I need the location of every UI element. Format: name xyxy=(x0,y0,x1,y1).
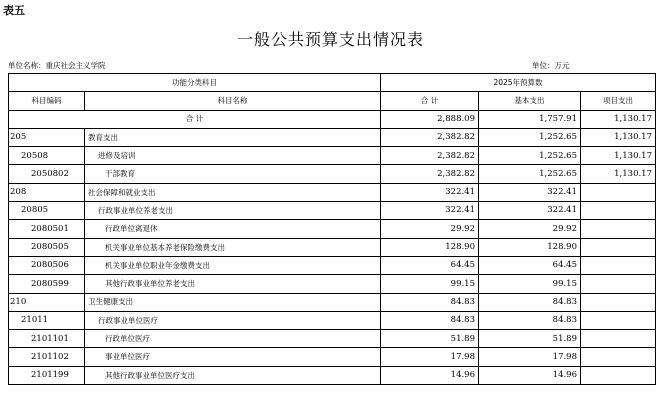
header-category: 功能分类科目 xyxy=(9,74,381,92)
header-row-2 xyxy=(9,92,656,110)
unit-name: 单位名称：重庆社会主义学院 xyxy=(8,61,106,70)
row-basic: 17.98 xyxy=(479,348,581,366)
page-title: 一般公共预算支出情况表 xyxy=(236,30,424,49)
row-project xyxy=(581,348,656,366)
total-label: 合 计 xyxy=(9,110,381,128)
row-total: 2,382.82 xyxy=(381,147,479,165)
total-row xyxy=(9,110,656,128)
row-basic: 322.41 xyxy=(479,183,581,201)
total-project: 1,130.17 xyxy=(581,110,656,128)
budget-table xyxy=(8,73,656,385)
table-row xyxy=(9,330,656,348)
row-code: 2080599 xyxy=(9,275,85,293)
row-basic: 29.92 xyxy=(479,220,581,238)
row-basic: 84.83 xyxy=(479,311,581,329)
row-code: 20805 xyxy=(9,202,85,220)
row-name: 机关事业单位职业年金缴费支出 xyxy=(85,256,381,274)
row-code: 2101102 xyxy=(9,348,85,366)
row-project xyxy=(581,366,656,384)
table-row xyxy=(9,147,656,165)
row-basic: 14.96 xyxy=(479,366,581,384)
row-total: 14.96 xyxy=(381,366,479,384)
row-name: 其他行政事业单位医疗支出 xyxy=(85,366,381,384)
row-total: 322.41 xyxy=(381,202,479,220)
table-row xyxy=(9,293,656,311)
row-project: 1,130.17 xyxy=(581,128,656,146)
row-name: 教育支出 xyxy=(85,128,381,146)
row-name: 进修及培训 xyxy=(85,147,381,165)
row-code: 205 xyxy=(9,128,85,146)
row-code: 2080506 xyxy=(9,256,85,274)
row-project xyxy=(581,275,656,293)
row-name: 事业单位医疗 xyxy=(85,348,381,366)
row-code: 2080505 xyxy=(9,238,85,256)
page-label: 表五 xyxy=(3,4,25,17)
row-name: 机关事业单位基本养老保险缴费支出 xyxy=(85,238,381,256)
table-row xyxy=(9,311,656,329)
row-project xyxy=(581,183,656,201)
row-total: 84.83 xyxy=(381,293,479,311)
table-row xyxy=(9,165,656,183)
row-project xyxy=(581,220,656,238)
header-project: 项目支出 xyxy=(581,92,656,110)
row-project xyxy=(581,202,656,220)
row-total: 64.45 xyxy=(381,256,479,274)
row-total: 99.15 xyxy=(381,275,479,293)
table-row xyxy=(9,366,656,384)
row-project xyxy=(581,256,656,274)
row-code: 2050802 xyxy=(9,165,85,183)
row-basic: 128.90 xyxy=(479,238,581,256)
row-code: 20508 xyxy=(9,147,85,165)
header-row-1 xyxy=(9,74,656,92)
row-name: 行政事业单位养老支出 xyxy=(85,202,381,220)
row-project xyxy=(581,330,656,348)
table-row xyxy=(9,202,656,220)
row-project xyxy=(581,238,656,256)
row-total: 29.92 xyxy=(381,220,479,238)
row-name: 卫生健康支出 xyxy=(85,293,381,311)
row-total: 17.98 xyxy=(381,348,479,366)
row-code: 2101101 xyxy=(9,330,85,348)
row-basic: 1,252.65 xyxy=(479,165,581,183)
row-total: 2,382.82 xyxy=(381,165,479,183)
row-total: 51.89 xyxy=(381,330,479,348)
row-basic: 1,252.65 xyxy=(479,128,581,146)
row-basic: 322.41 xyxy=(479,202,581,220)
row-code: 210 xyxy=(9,293,85,311)
row-basic: 99.15 xyxy=(479,275,581,293)
row-code: 21011 xyxy=(9,311,85,329)
row-basic: 1,252.65 xyxy=(479,147,581,165)
table-row xyxy=(9,256,656,274)
table-row xyxy=(9,220,656,238)
row-name: 行政单位医疗 xyxy=(85,330,381,348)
row-code: 2101199 xyxy=(9,366,85,384)
row-project: 1,130.17 xyxy=(581,165,656,183)
row-total: 84.83 xyxy=(381,311,479,329)
table-row xyxy=(9,128,656,146)
row-project xyxy=(581,293,656,311)
row-name: 其他行政事业单位养老支出 xyxy=(85,275,381,293)
header-total: 合 计 xyxy=(381,92,479,110)
row-basic: 51.89 xyxy=(479,330,581,348)
unit-of-measure: 单位：万元 xyxy=(532,61,570,70)
row-code: 2080501 xyxy=(9,220,85,238)
table-row xyxy=(9,183,656,201)
total-basic: 1,757.91 xyxy=(479,110,581,128)
row-total: 2,382.82 xyxy=(381,128,479,146)
header-basic: 基本支出 xyxy=(479,92,581,110)
row-project: 1,130.17 xyxy=(581,147,656,165)
table-row xyxy=(9,348,656,366)
row-total: 322.41 xyxy=(381,183,479,201)
total-amount: 2,888.09 xyxy=(381,110,479,128)
row-name: 社会保障和就业支出 xyxy=(85,183,381,201)
table-row xyxy=(9,275,656,293)
row-basic: 84.83 xyxy=(479,293,581,311)
row-project xyxy=(581,311,656,329)
row-name: 行政事业单位医疗 xyxy=(85,311,381,329)
row-basic: 64.45 xyxy=(479,256,581,274)
table-row xyxy=(9,238,656,256)
row-total: 128.90 xyxy=(381,238,479,256)
header-budget-year: 2025年预算数 xyxy=(381,74,656,92)
row-code: 208 xyxy=(9,183,85,201)
row-name: 干部教育 xyxy=(85,165,381,183)
header-code: 科目编码 xyxy=(9,92,85,110)
row-name: 行政单位离退休 xyxy=(85,220,381,238)
header-name: 科目名称 xyxy=(85,92,381,110)
